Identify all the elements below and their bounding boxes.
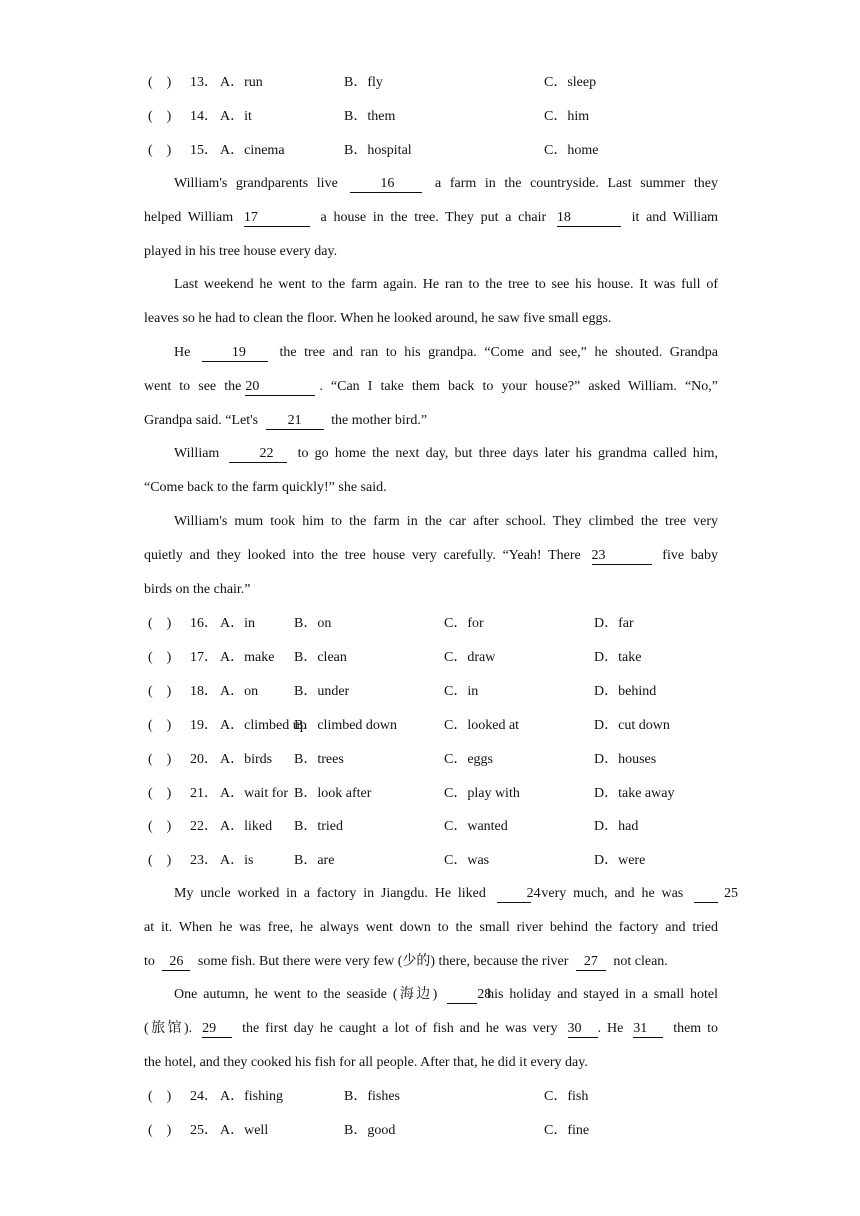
question-number: 18． xyxy=(190,683,218,699)
option-c: C．for xyxy=(444,616,484,631)
blank-29: 29 xyxy=(202,1021,232,1038)
answer-bracket: ( ) xyxy=(148,683,172,699)
option-c: C．play with xyxy=(444,785,520,801)
option-c: C．home xyxy=(544,143,599,158)
answer-bracket: ( ) xyxy=(148,785,172,801)
question-row-24 xyxy=(0,1087,860,1107)
question-row-23 xyxy=(0,851,860,871)
passage-paragraph-7: One autumn, he went to the seaside (海边) 28 his holiday and stayed in a small hotel (旅馆). 29 the first day he caught a lot of fish and he was very 30 . He 31 them to the hotel, and they cooked his fish for all people. After that, he did it every day. xyxy=(144,987,719,1070)
question-row-19 xyxy=(0,716,860,736)
question-number: 13． xyxy=(190,75,218,90)
question-row-25 xyxy=(0,1121,860,1141)
blank-20: 20 xyxy=(245,379,315,396)
passage-paragraph-1: William's grandparents live 16 a farm in the countryside. Last summer they helped William 17 a house in the tree. They put a chair 18 it and William played in his tree house every day. xyxy=(144,176,719,259)
blank-30: 30 xyxy=(568,1021,598,1038)
question-number: 19． xyxy=(190,717,218,733)
option-a: A．in xyxy=(220,616,255,631)
answer-bracket: ( ) xyxy=(148,109,172,124)
option-b: B．fishes xyxy=(344,1089,400,1104)
blank-26: 26 xyxy=(162,954,190,971)
option-b: B．good xyxy=(344,1123,396,1138)
answer-bracket: ( ) xyxy=(148,1123,172,1138)
blank-25: 25 xyxy=(694,886,718,903)
option-a: A．it xyxy=(220,109,252,124)
option-d: D．houses xyxy=(594,751,657,767)
option-c: C．looked at xyxy=(444,717,520,733)
answer-bracket: ( ) xyxy=(148,819,172,835)
option-b: B．trees xyxy=(294,751,344,767)
blank-19: 19 xyxy=(202,345,268,362)
blank-27: 27 xyxy=(576,954,606,971)
blank-21: 21 xyxy=(266,413,324,430)
question-number: 14． xyxy=(190,109,218,124)
blank-17: 17 xyxy=(244,210,310,227)
option-b: B．on xyxy=(294,616,332,631)
option-b: B．climbed down xyxy=(294,717,398,733)
option-b: B．hospital xyxy=(344,143,412,158)
answer-bracket: ( ) xyxy=(148,616,172,631)
question-number: 23． xyxy=(190,853,218,869)
option-a: A．birds xyxy=(220,751,273,767)
blank-22: 22 xyxy=(229,446,287,463)
question-number: 22． xyxy=(190,819,218,835)
option-d: D．had xyxy=(594,819,639,835)
option-a: A．make xyxy=(220,649,275,665)
question-row-13 xyxy=(0,73,860,93)
answer-bracket: ( ) xyxy=(148,717,172,733)
answer-bracket: ( ) xyxy=(148,143,172,158)
blank-31: 31 xyxy=(633,1021,663,1038)
option-d: D．were xyxy=(594,853,646,869)
option-d: D．far xyxy=(594,616,634,631)
option-a: A．climbed up xyxy=(220,717,307,733)
question-row-14 xyxy=(0,107,860,127)
option-d: D．behind xyxy=(594,683,657,699)
option-c: C．in xyxy=(444,683,479,699)
option-d: D．cut down xyxy=(594,717,670,733)
question-number: 16． xyxy=(190,616,218,631)
option-a: A．fishing xyxy=(220,1089,283,1104)
option-a: A．cinema xyxy=(220,143,285,158)
option-b: B．fly xyxy=(344,75,383,90)
option-b: B．them xyxy=(344,109,396,124)
blank-23: 23 xyxy=(592,548,652,565)
question-number: 20． xyxy=(190,751,218,767)
option-a: A．run xyxy=(220,75,263,90)
option-a: A．on xyxy=(220,683,259,699)
question-row-17 xyxy=(0,648,860,668)
question-number: 25． xyxy=(190,1123,218,1138)
passage-paragraph-3: He 19 the tree and ran to his grandpa. “Come and see,” he shouted. Grandpa went to see the 20 . “Can I take them back to your house?” asked William. “No,” Grandpa said. “Let's 21 the mother bird.” xyxy=(144,345,719,428)
question-row-16 xyxy=(0,614,860,634)
option-b: B．look after xyxy=(294,785,372,801)
question-row-21 xyxy=(0,784,860,804)
blank-24: 24 xyxy=(497,886,531,903)
option-d: D．take xyxy=(594,649,642,665)
option-a: A．liked xyxy=(220,819,273,835)
blank-16: 16 xyxy=(350,176,422,193)
option-c: C．eggs xyxy=(444,751,493,767)
answer-bracket: ( ) xyxy=(148,75,172,90)
answer-bracket: ( ) xyxy=(148,853,172,869)
question-number: 15． xyxy=(190,143,218,158)
passage-paragraph-5: William's mum took him to the farm in the car after school. They climbed the tree very quietly and they looked into the tree house very carefully. “Yeah! There 23 five baby birds on the chair.” xyxy=(144,514,719,597)
blank-18: 18 xyxy=(557,210,621,227)
option-c: C．fine xyxy=(544,1123,590,1138)
option-d: D．take away xyxy=(594,785,675,801)
option-c: C．was xyxy=(444,853,490,869)
question-row-22 xyxy=(0,817,860,837)
passage-paragraph-6: My uncle worked in a factory in Jiangdu. He liked 24 very much, and he was 25 at it. When he was free, he always went down to the small river behind the factory and tried to 26 some fish. But there were very few (少的) there, because the river 27 not clean. xyxy=(144,886,739,969)
option-c: C．fish xyxy=(544,1089,589,1104)
question-row-15 xyxy=(0,141,860,161)
option-a: A．wait for xyxy=(220,785,289,801)
option-a: A．well xyxy=(220,1123,269,1138)
answer-bracket: ( ) xyxy=(148,751,172,767)
option-b: B．tried xyxy=(294,819,343,835)
question-number: 21． xyxy=(190,785,218,801)
answer-bracket: ( ) xyxy=(148,1089,172,1104)
question-row-18 xyxy=(0,682,860,702)
passage-paragraph-4: William 22 to go home the next day, but three days later his grandma called him, “Come back to the farm quickly!” she said. xyxy=(144,446,718,495)
blank-28: 28 xyxy=(447,987,477,1004)
option-c: C．wanted xyxy=(444,819,508,835)
question-number: 17． xyxy=(190,649,218,665)
question-row-20 xyxy=(0,750,860,770)
option-b: B．clean xyxy=(294,649,347,665)
option-c: C．draw xyxy=(444,649,496,665)
option-a: A．is xyxy=(220,853,254,869)
option-b: B．under xyxy=(294,683,350,699)
passage-paragraph-2: Last weekend he went to the farm again. He ran to the tree to see his house. It was full of leaves so he had to clean the floor. When he looked around, he saw five small eggs. xyxy=(144,277,718,326)
option-b: B．are xyxy=(294,853,335,869)
option-c: C．sleep xyxy=(544,75,597,90)
answer-bracket: ( ) xyxy=(148,649,172,665)
question-number: 24． xyxy=(190,1089,218,1104)
option-c: C．him xyxy=(544,109,590,124)
